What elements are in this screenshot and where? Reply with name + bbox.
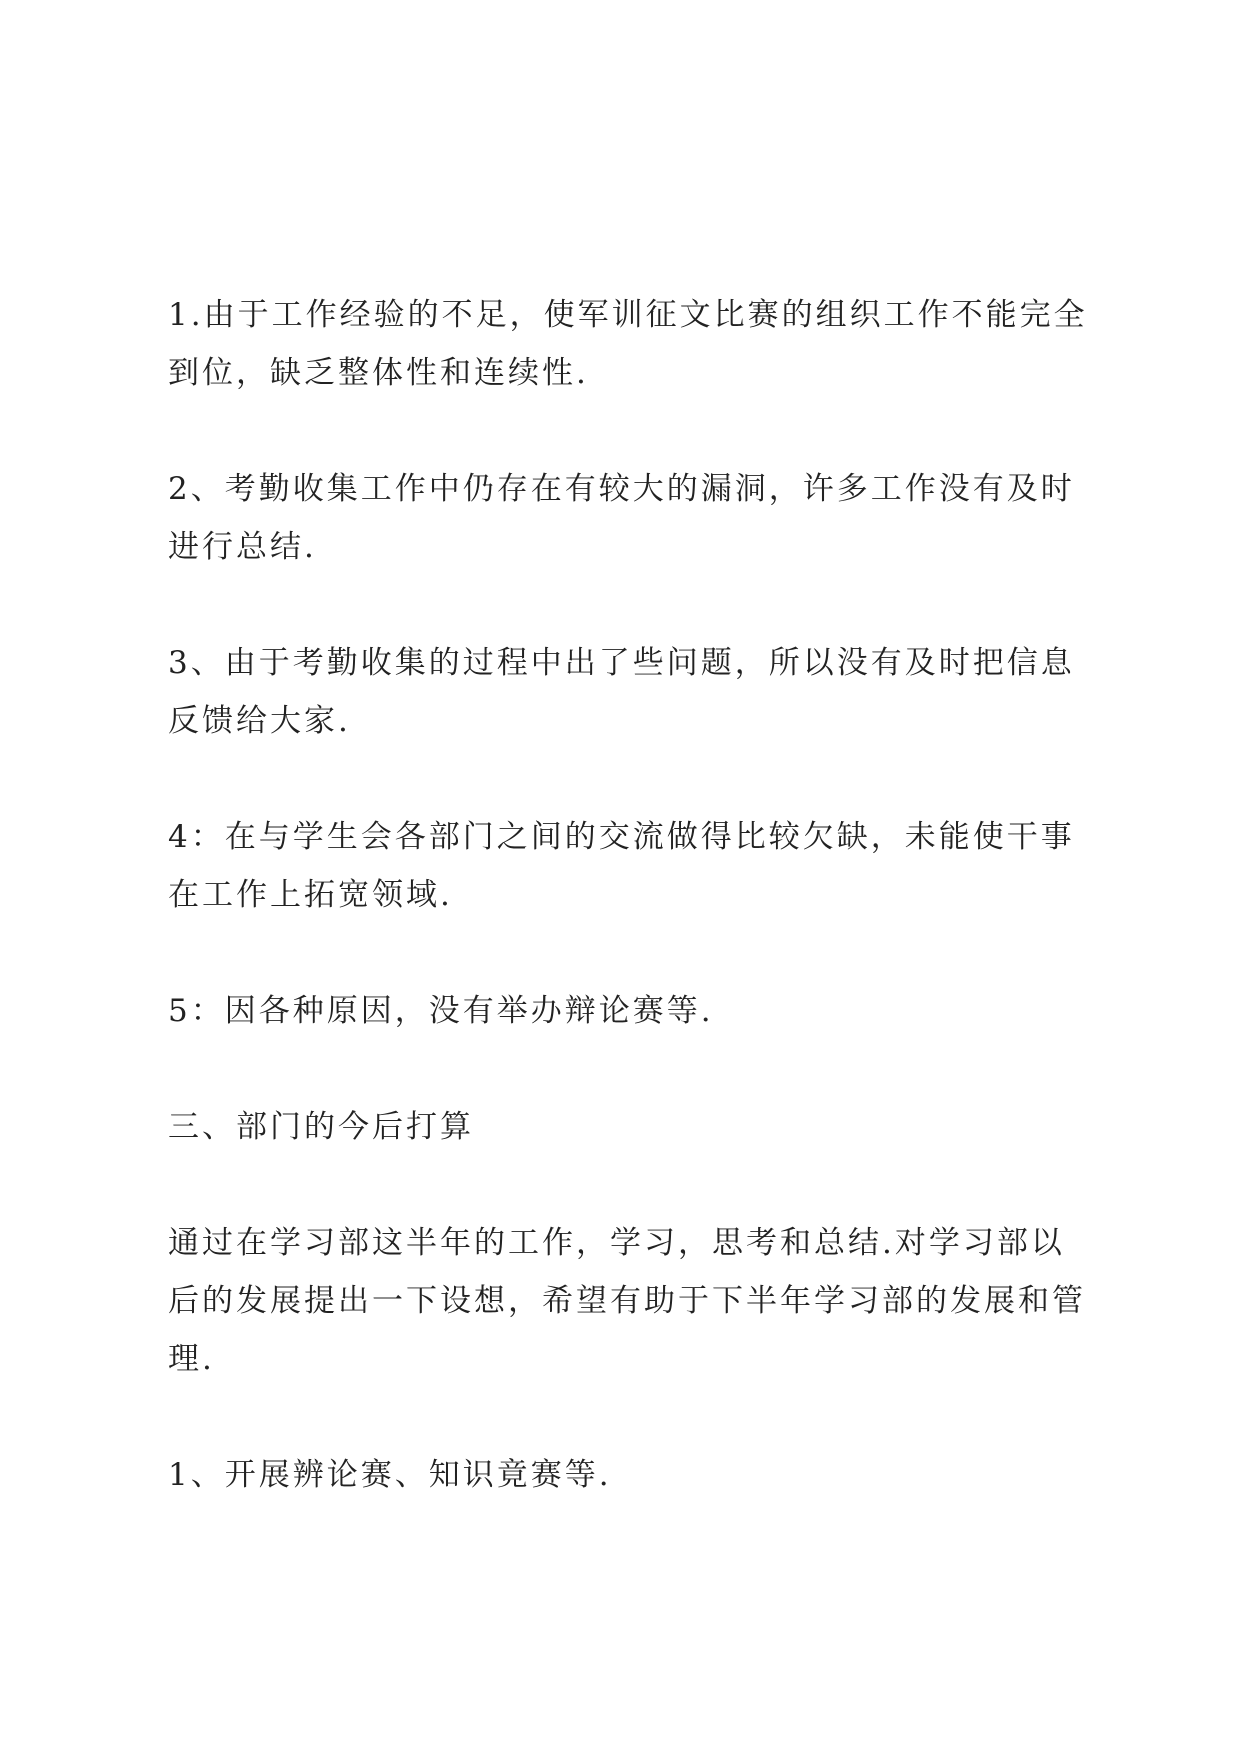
paragraph-problem-1: 1.由于工作经验的不足，使军训征文比赛的组织工作不能完全到位，缺乏整体性和连续性.: [168, 297, 1088, 391]
paragraph-plan-1: 1、开展辨论赛、知识竟赛等.: [168, 1457, 612, 1493]
paragraph-problem-3: 3、由于考勤收集的过程中出了些问题，所以没有及时把信息反馈给大家.: [168, 645, 1075, 739]
document-body: [168, 286, 1088, 1562]
paragraph-problem-5: 5：因各种原因，没有举办辩论赛等.: [168, 993, 714, 1029]
paragraph-intro: 通过在学习部这半年的工作，学习，思考和总结.对学习部以后的发展提出一下设想，希望有助于下半年学习部的发展和管理.: [168, 1225, 1086, 1377]
section-heading: 三、部门的今后打算: [168, 1109, 474, 1145]
paragraph-problem-4: 4：在与学生会各部门之间的交流做得比较欠缺，未能使干事在工作上拓宽领域.: [168, 819, 1075, 913]
paragraph-problem-2: 2、考勤收集工作中仍存在有较大的漏洞，许多工作没有及时进行总结.: [168, 471, 1075, 565]
